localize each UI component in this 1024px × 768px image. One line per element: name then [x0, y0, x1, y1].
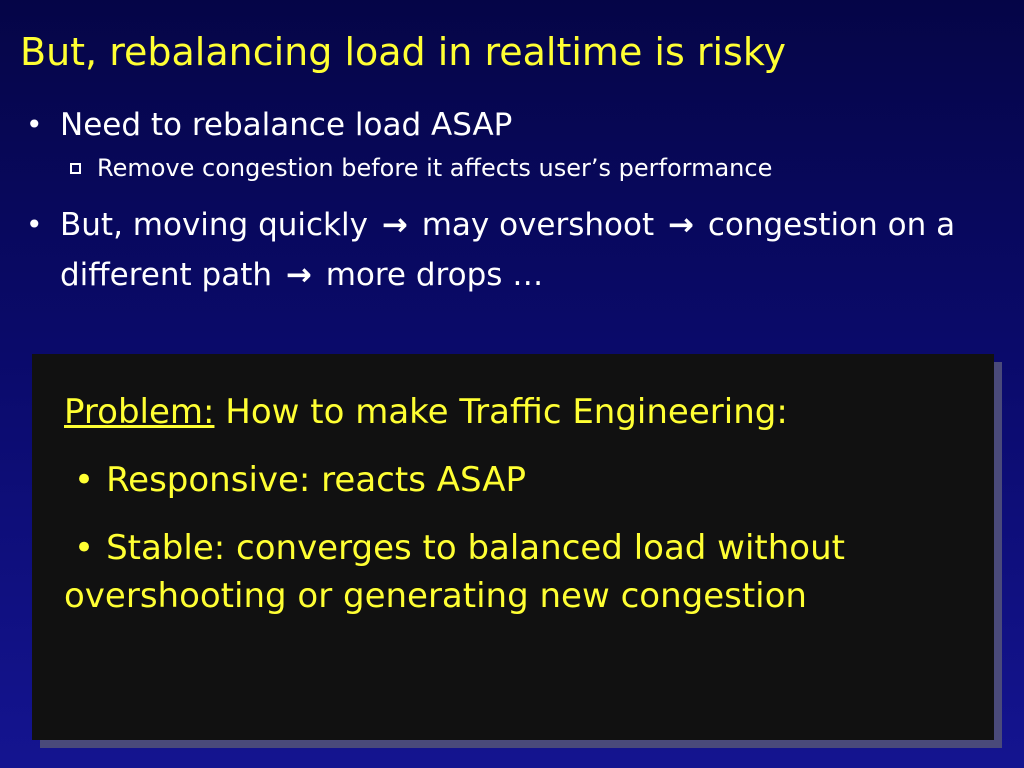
panel-point-2-text: Stable: converges to balanced load without overshooting or generating new congestion	[64, 528, 845, 616]
problem-label: Problem:	[64, 392, 215, 432]
bullet-2-part-3: congestion on a different path	[60, 207, 956, 293]
problem-panel	[32, 354, 994, 740]
slide-title: But, rebalancing load in realtime is risky	[20, 30, 786, 74]
right-arrow-icon: →	[285, 257, 312, 293]
problem-statement	[64, 388, 964, 436]
square-bullet-icon	[70, 163, 81, 174]
right-arrow-icon: →	[381, 207, 408, 243]
problem-text: How to make Traffic Engineering:	[225, 392, 788, 432]
bullet-dot-icon: •	[74, 460, 95, 500]
panel-point-1	[64, 456, 964, 504]
bullet-2-part-2: may overshoot	[421, 207, 655, 243]
bullet-item-1-text: Need to rebalance load ASAP	[60, 107, 513, 143]
bullet-item-1	[26, 100, 1016, 150]
subbullet-text: Remove congestion before it affects user’s performance	[97, 154, 773, 182]
bullet-2-part-1: But, moving quickly	[60, 207, 368, 243]
bullet-item-2	[26, 200, 1016, 300]
subbullet-item	[70, 150, 1016, 186]
panel-point-2	[64, 524, 964, 620]
panel-point-1-text: Responsive: reacts ASAP	[106, 460, 526, 500]
bullet-2-part-4: more drops …	[325, 257, 544, 293]
bullet-dot-icon: •	[26, 108, 43, 141]
bullet-dot-icon: •	[74, 528, 95, 568]
bullet-list	[26, 100, 1016, 300]
right-arrow-icon: →	[667, 207, 694, 243]
bullet-dot-icon: •	[26, 208, 43, 241]
bullet-item-2-text	[60, 200, 1016, 300]
